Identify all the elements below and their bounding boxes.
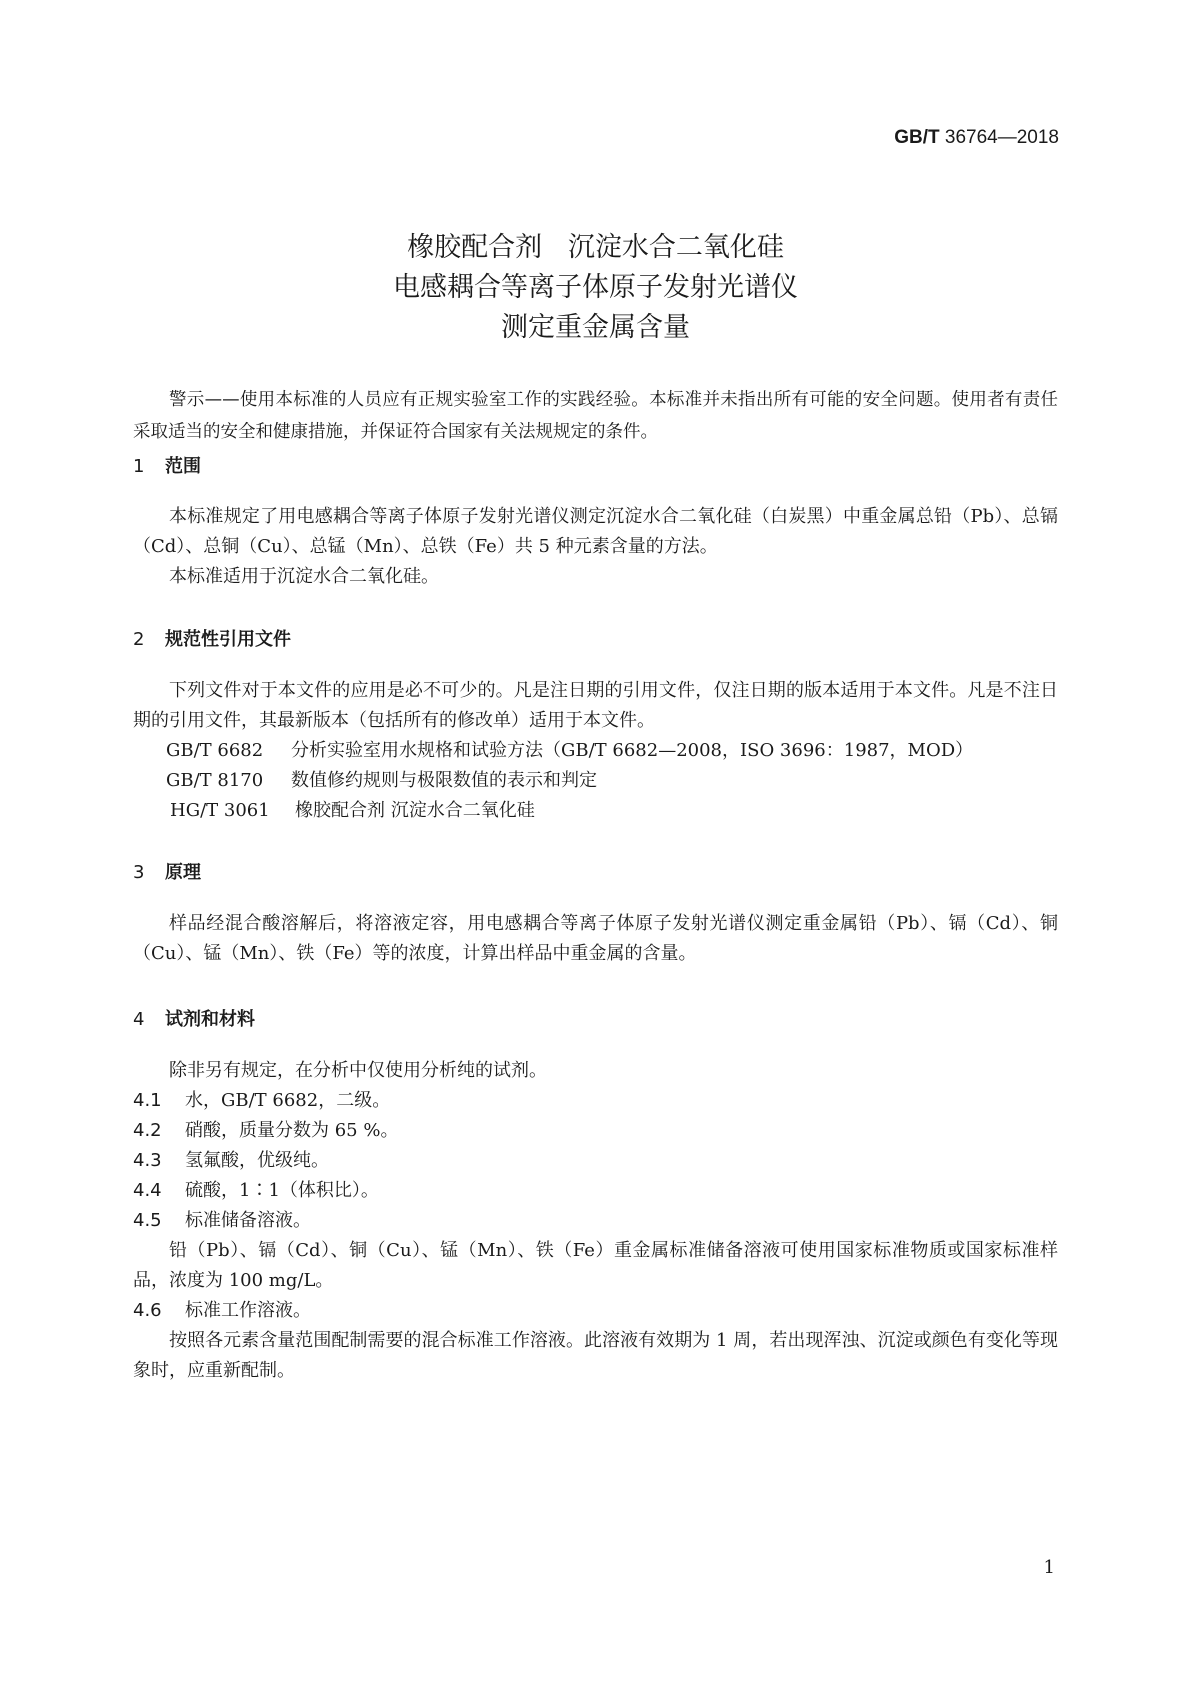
section-title: 范围 [165,456,201,477]
warning-paragraph: 警示——使用本标准的人员应有正规实验室工作的实践经验。本标准并未指出所有可能的安全问题。使用者有责任采取适当的安全和健康措施，并保证符合国家有关法规规定的条件。 [133,390,1058,442]
reagent-item [133,1206,1058,1236]
reagent-number: 4.2 [133,1120,162,1141]
normative-body [133,676,1058,826]
reagent-text: 氢氟酸，优级纯。 [185,1150,329,1171]
reagent-text: 硫酸，1∶1（体积比）。 [185,1180,379,1201]
reagent-item [133,1176,1058,1206]
section-heading-4 [133,1005,255,1031]
reagent-item [133,1116,1058,1146]
section-heading-3 [133,858,201,884]
reagent-item [133,1296,1058,1326]
reference-item [133,766,1058,796]
standard-code [894,127,1059,149]
title-line-2: 电感耦合等离子体原子发射光谱仪 [393,272,798,303]
section-heading-2 [133,625,291,651]
reagents-body [133,1056,1058,1386]
reference-item [133,796,1058,826]
working-solution-description: 按照各元素含量范围配制需要的混合标准工作溶液。此溶液有效期为 1 周，若出现浑浊、沉淀或颜色有变化等现象时，应重新配制。 [133,1330,1058,1381]
title-line-3: 测定重金属含量 [501,312,690,343]
normative-intro: 下列文件对于本文件的应用是必不可少的。凡是注日期的引用文件，仅注日期的版本适用于本文件。凡是不注日期的引用文件，其最新版本（包括所有的修改单）适用于本文件。 [133,680,1058,731]
reagent-item [133,1146,1058,1176]
section-number: 4 [133,1009,145,1030]
standard-prefix: GB/T [894,127,940,148]
reagent-number: 4.6 [133,1300,162,1321]
section-number: 3 [133,862,145,883]
reference-code: GB/T 6682 [166,740,264,761]
reference-code: GB/T 8170 [166,770,264,791]
reference-item [133,736,1058,766]
section-title: 规范性引用文件 [165,629,291,650]
page-number: 1 [1043,1557,1055,1578]
reagents-intro: 除非另有规定，在分析中仅使用分析纯的试剂。 [169,1060,547,1081]
reagent-number: 4.1 [133,1090,162,1111]
reagent-text: 硝酸，质量分数为 65 %。 [185,1120,399,1141]
scope-paragraph-1: 本标准规定了用电感耦合等离子体原子发射光谱仪测定沉淀水合二氧化硅（白炭黑）中重金属总铅（Pb）、总镉（Cd）、总铜（Cu）、总锰（Mn）、总铁（Fe）共 5 种元素含量的方法。 [133,506,1058,557]
reagent-text: 标准工作溶液。 [185,1300,311,1321]
section-title: 试剂和材料 [165,1009,255,1030]
reference-title: 分析实验室用水规格和试验方法（GB/T 6682—2008，ISO 3696：1987，MOD） [291,740,974,761]
reagent-text: 标准储备溶液。 [185,1210,311,1231]
reagent-number: 4.5 [133,1210,162,1231]
reference-title: 橡胶配合剂 沉淀水合二氧化硅 [295,800,535,821]
reagent-item [133,1086,1058,1116]
reference-code: HG/T 3061 [170,800,270,821]
reference-title: 数值修约规则与极限数值的表示和判定 [291,770,597,791]
reagent-text: 水，GB/T 6682，二级。 [185,1090,391,1111]
title-line-1: 橡胶配合剂 沉淀水合二氧化硅 [407,232,784,263]
principle-paragraph: 样品经混合酸溶解后，将溶液定容，用电感耦合等离子体原子发射光谱仪测定重金属铅（Pb）、镉（Cd）、铜（Cu）、锰（Mn）、铁（Fe）等的浓度，计算出样品中重金属的含量。 [133,913,1058,964]
section-title: 原理 [165,862,201,883]
document-title [0,228,1191,348]
section-heading-1 [133,452,201,478]
scope-body [133,502,1058,592]
scope-paragraph-2: 本标准适用于沉淀水合二氧化硅。 [169,566,439,587]
section-number: 2 [133,629,145,650]
standard-number: 36764—2018 [944,127,1059,148]
section-number: 1 [133,456,145,477]
reagent-number: 4.3 [133,1150,162,1171]
stock-solution-description: 铅（Pb）、镉（Cd）、铜（Cu）、锰（Mn）、铁（Fe）重金属标准储备溶液可使用国家标准物质或国家标准样品，浓度为 100 mg/L。 [133,1240,1058,1291]
reagent-number: 4.4 [133,1180,162,1201]
principle-body [133,909,1058,969]
